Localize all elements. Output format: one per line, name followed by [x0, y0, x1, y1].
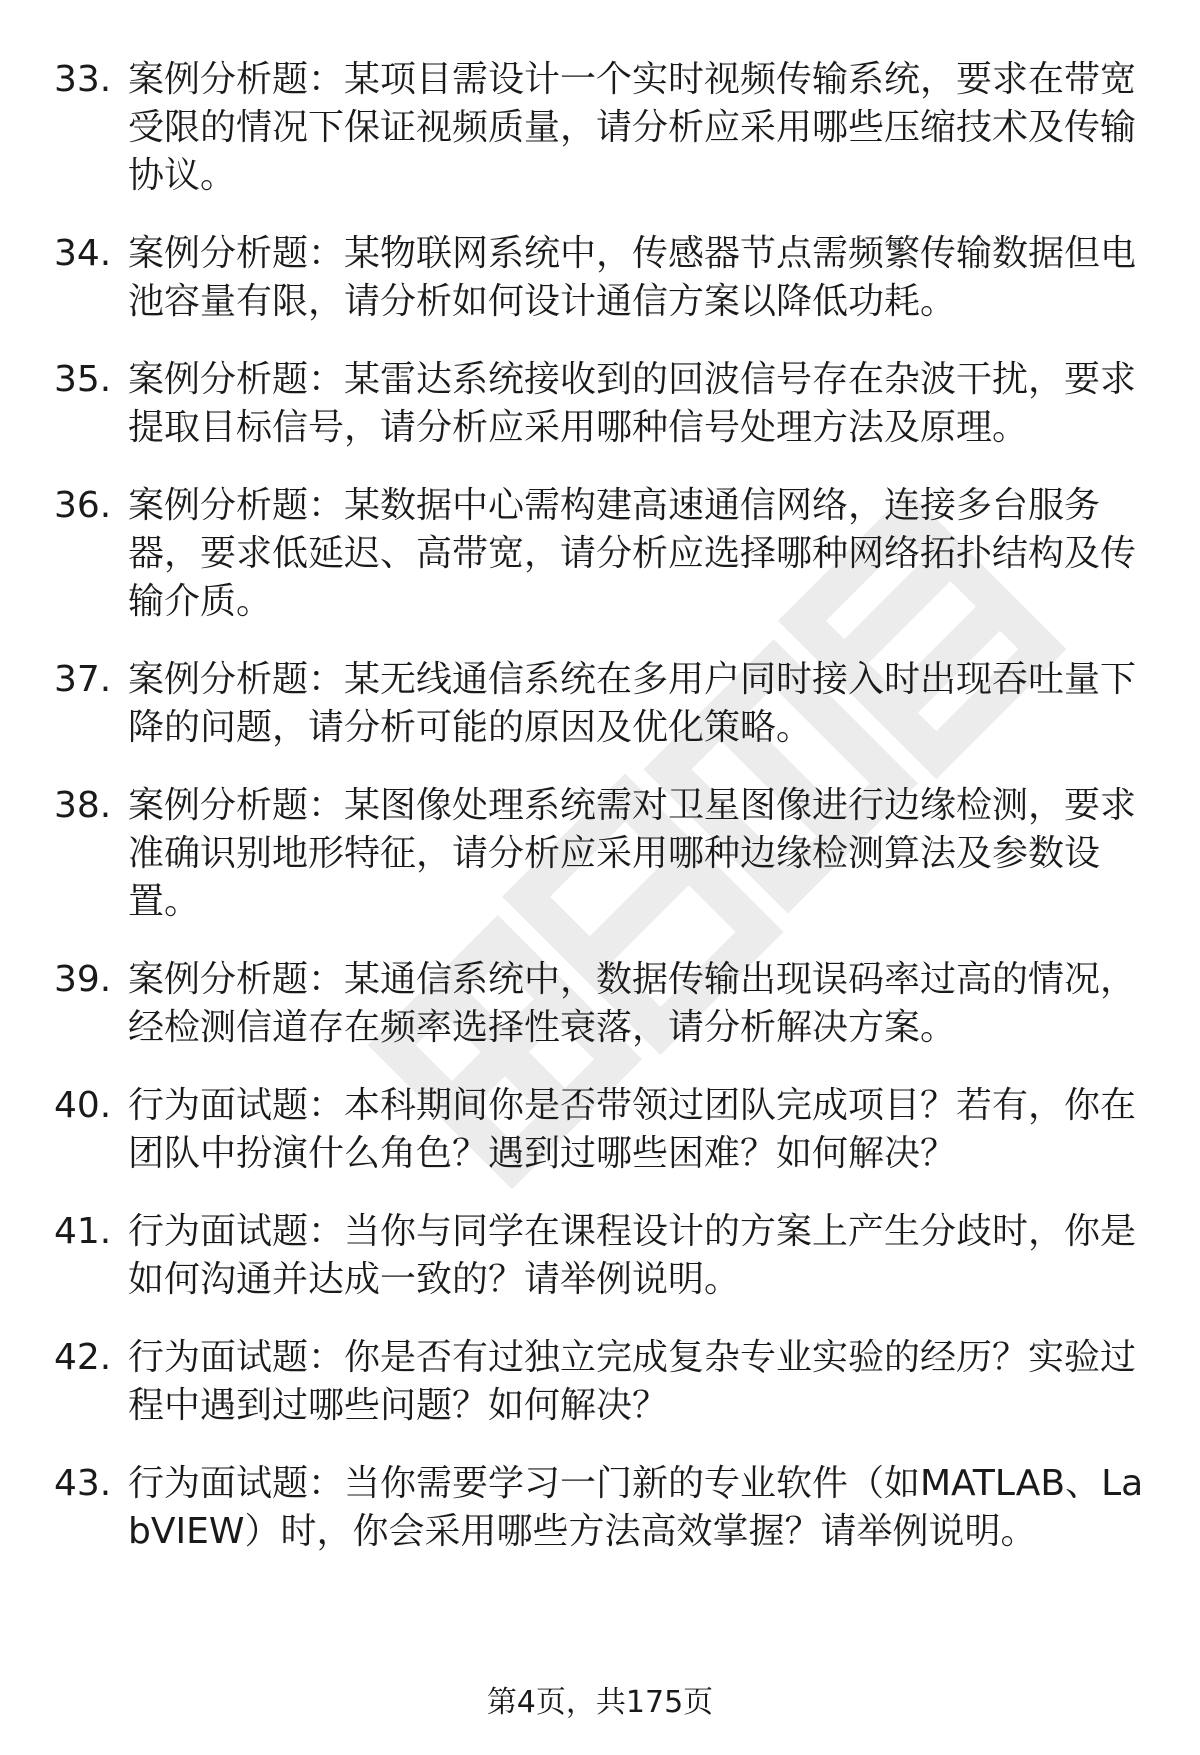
question-number: 42. [54, 1337, 112, 1378]
question-text: 案例分析题：某项目需设计一个实时视频传输系统，要求在带宽受限的情况下保证视频质量，请分析应采用哪些压缩技术及传输协议。 [128, 59, 1137, 196]
question-number: 43. [54, 1463, 112, 1504]
question-text: 行为面试题：本科期间你是否带领过团队完成项目？若有，你在团队中扮演什么角色？遇到过哪些困难？如何解决？ [128, 1085, 1137, 1174]
question-item [54, 782, 1154, 926]
question-text: 行为面试题：当你与同学在课程设计的方案上产生分歧时，你是如何沟通并达成一致的？请举例说明。 [128, 1211, 1137, 1300]
question-number: 40. [54, 1085, 112, 1126]
page-indicator: 第4页，共175页 [486, 1685, 714, 1720]
question-text: 案例分析题：某雷达系统接收到的回波信号存在杂波干扰，要求提取目标信号，请分析应采用哪种信号处理方法及原理。 [128, 359, 1137, 448]
question-number: 35. [54, 359, 112, 400]
question-text: 行为面试题：当你需要学习一门新的专业软件（如MATLAB、LabVIEW）时，你会采用哪些方法高效掌握？请举例说明。 [128, 1463, 1144, 1552]
question-item [54, 1082, 1154, 1178]
question-list [54, 56, 1154, 1586]
question-number: 39. [54, 959, 112, 1000]
question-item [54, 1334, 1154, 1430]
question-text: 案例分析题：某无线通信系统在多用户同时接入时出现吞吐量下降的问题，请分析可能的原因及优化策略。 [128, 659, 1137, 748]
question-item [54, 482, 1154, 626]
question-number: 36. [54, 485, 112, 526]
question-text: 案例分析题：某数据中心需构建高速通信网络，连接多台服务器，要求低延迟、高带宽，请分析应选择哪种网络拓扑结构及传输介质。 [128, 485, 1137, 622]
question-number: 37. [54, 659, 112, 700]
question-number: 33. [54, 59, 112, 100]
question-text: 案例分析题：某物联网系统中，传感器节点需频繁传输数据但电池容量有限，请分析如何设计通信方案以降低功耗。 [128, 233, 1137, 322]
question-number: 41. [54, 1211, 112, 1252]
question-text: 行为面试题：你是否有过独立完成复杂专业实验的经历？实验过程中遇到过哪些问题？如何解决？ [128, 1337, 1137, 1426]
question-item [54, 656, 1154, 752]
question-item [54, 1460, 1154, 1556]
question-text: 案例分析题：某图像处理系统需对卫星图像进行边缘检测，要求准确识别地形特征，请分析应采用哪种边缘检测算法及参数设置。 [128, 785, 1137, 922]
question-item [54, 356, 1154, 452]
question-item [54, 1208, 1154, 1304]
question-item [54, 230, 1154, 326]
question-text: 案例分析题：某通信系统中，数据传输出现误码率过高的情况，经检测信道存在频率选择性衰落，请分析解决方案。 [128, 959, 1137, 1048]
question-number: 38. [54, 785, 112, 826]
question-number: 34. [54, 233, 112, 274]
question-item [54, 56, 1154, 200]
question-item [54, 956, 1154, 1052]
